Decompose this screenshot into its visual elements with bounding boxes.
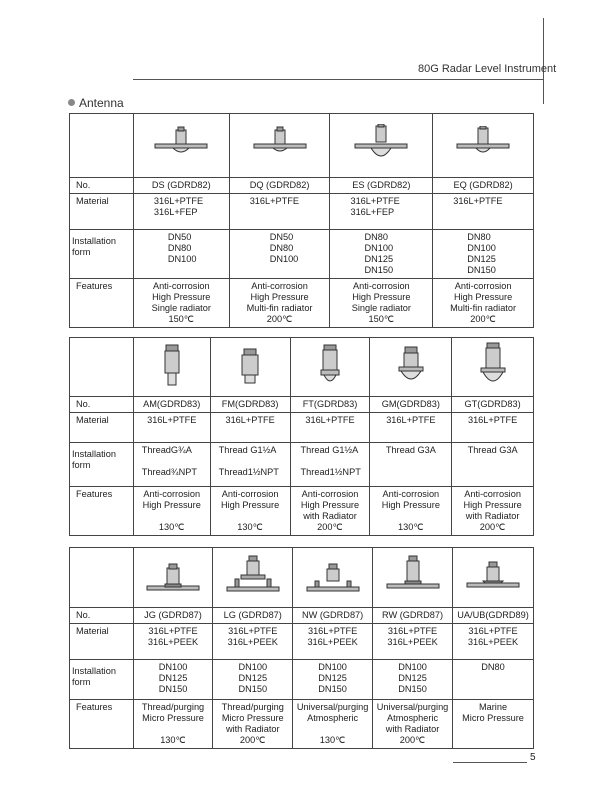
section-title xyxy=(68,96,124,110)
model-cell: FM(GDRD83) xyxy=(210,397,290,413)
row-label-no: No. xyxy=(70,608,134,624)
features-cell: Anti-corrosion High Pressure with Radiator 200℃ xyxy=(452,487,534,536)
material-cell: 316L+PTFE 316L+PEEK xyxy=(453,624,534,660)
material-cell: 316L+PTFE xyxy=(433,194,534,230)
material-cell: 316L+PTFE xyxy=(210,413,290,443)
installation-cell: DN100 DN125 DN150 xyxy=(133,660,213,700)
antenna-image-am xyxy=(133,338,210,397)
row-label-no: No. xyxy=(70,397,134,413)
antenna-image-jg xyxy=(133,548,213,608)
material-cell: 316L+PTFE xyxy=(133,413,210,443)
model-cell: LG (GDRD87) xyxy=(213,608,293,624)
installation-cell: DN80 DN100 DN125 DN150 xyxy=(330,230,433,279)
features-cell: Anti-corrosion High Pressure Single radiator 150℃ xyxy=(330,279,433,328)
model-cell: NW (GDRD87) xyxy=(293,608,373,624)
row-label-features: Features xyxy=(70,487,134,536)
features-cell: Anti-corrosion High Pressure 130℃ xyxy=(370,487,452,536)
row-label-features: Features xyxy=(70,700,134,749)
antenna-table-2 xyxy=(69,337,534,536)
section-title-text: Antenna xyxy=(79,96,124,110)
material-cell: 316L+PTFE xyxy=(370,413,452,443)
installation-cell: DN100 DN125 DN150 xyxy=(293,660,373,700)
model-cell: DS (GDRD82) xyxy=(133,178,229,194)
antenna-table-3 xyxy=(69,547,534,749)
row-label-material: Material xyxy=(70,624,134,660)
material-cell: 316L+PTFE xyxy=(229,194,330,230)
image-label-cell xyxy=(70,548,134,608)
model-cell: AM(GDRD83) xyxy=(133,397,210,413)
features-cell: Thread/purging Micro Pressure 130℃ xyxy=(133,700,213,749)
material-cell: 316L+PTFE 316L+FEP xyxy=(330,194,433,230)
header-side-rule xyxy=(543,18,544,104)
installation-cell: Thread G3A xyxy=(370,443,452,487)
installation-cell: DN80 DN100 DN125 DN150 xyxy=(433,230,534,279)
installation-cell: DN100 DN125 DN150 xyxy=(373,660,453,700)
antenna-image-ds xyxy=(133,114,229,178)
image-label-cell xyxy=(70,338,134,397)
row-label-no: No. xyxy=(70,178,134,194)
antenna-image-gt xyxy=(452,338,534,397)
antenna-image-dq xyxy=(229,114,330,178)
features-cell: Thread/purging Micro Pressure with Radiator 200℃ xyxy=(213,700,293,749)
antenna-image-ft xyxy=(290,338,370,397)
antenna-image-rw xyxy=(373,548,453,608)
installation-cell: DN50 DN80 DN100 xyxy=(229,230,330,279)
page-number: 5 xyxy=(530,752,536,763)
antenna-image-gm xyxy=(370,338,452,397)
row-label-features: Features xyxy=(70,279,134,328)
model-cell: GT(GDRD83) xyxy=(452,397,534,413)
header-rule xyxy=(133,79,543,80)
antenna-table-1 xyxy=(69,113,534,328)
model-cell: UA/UB(GDRD89) xyxy=(453,608,534,624)
features-cell: Universal/purging Atmospheric 130℃ xyxy=(293,700,373,749)
material-cell: 316L+PTFE 316L+PEEK xyxy=(293,624,373,660)
installation-cell: ThreadG¾A Thread¾NPT xyxy=(133,443,210,487)
model-cell: FT(GDRD83) xyxy=(290,397,370,413)
model-cell: ES (GDRD82) xyxy=(330,178,433,194)
row-label-installation: Installation form xyxy=(70,230,134,279)
model-cell: JG (GDRD87) xyxy=(133,608,213,624)
installation-cell: DN100 DN125 DN150 xyxy=(213,660,293,700)
material-cell: 316L+PTFE 316L+PEEK xyxy=(373,624,453,660)
features-cell: Anti-corrosion High Pressure Multi-fin radiator 200℃ xyxy=(433,279,534,328)
installation-cell: DN80 xyxy=(453,660,534,700)
image-label-cell xyxy=(70,114,134,178)
features-cell: Universal/purging Atmospheric with Radiator 200℃ xyxy=(373,700,453,749)
material-cell: 316L+PTFE xyxy=(452,413,534,443)
features-cell: Anti-corrosion High Pressure Multi-fin radiator 200℃ xyxy=(229,279,330,328)
installation-cell: DN50 DN80 DN100 xyxy=(133,230,229,279)
antenna-image-ua-ub xyxy=(453,548,534,608)
document-header-title: 80G Radar Level Instrument xyxy=(418,63,557,75)
footer-rule xyxy=(453,762,527,763)
material-cell: 316L+PTFE 316L+PEEK xyxy=(213,624,293,660)
antenna-image-nw xyxy=(293,548,373,608)
features-cell: Marine Micro Pressure xyxy=(453,700,534,749)
row-label-material: Material xyxy=(70,194,134,230)
features-cell: Anti-corrosion High Pressure with Radiator 200℃ xyxy=(290,487,370,536)
features-cell: Anti-corrosion High Pressure 130℃ xyxy=(133,487,210,536)
antenna-image-es xyxy=(330,114,433,178)
installation-cell: Thread G1½A Thread1½NPT xyxy=(290,443,370,487)
material-cell: 316L+PTFE 316L+FEP xyxy=(133,194,229,230)
features-cell: Anti-corrosion High Pressure 130℃ xyxy=(210,487,290,536)
installation-cell: Thread G1½A Thread1½NPT xyxy=(210,443,290,487)
row-label-installation: Installation form xyxy=(70,443,134,487)
row-label-installation: Installation form xyxy=(70,660,134,700)
bullet-icon xyxy=(68,99,75,106)
material-cell: 316L+PTFE 316L+PEEK xyxy=(133,624,213,660)
antenna-image-eq xyxy=(433,114,534,178)
antenna-image-lg xyxy=(213,548,293,608)
features-cell: Anti-corrosion High Pressure Single radiator 150℃ xyxy=(133,279,229,328)
antenna-image-fm xyxy=(210,338,290,397)
model-cell: EQ (GDRD82) xyxy=(433,178,534,194)
installation-cell: Thread G3A xyxy=(452,443,534,487)
material-cell: 316L+PTFE xyxy=(290,413,370,443)
row-label-material: Material xyxy=(70,413,134,443)
model-cell: RW (GDRD87) xyxy=(373,608,453,624)
model-cell: DQ (GDRD82) xyxy=(229,178,330,194)
model-cell: GM(GDRD83) xyxy=(370,397,452,413)
